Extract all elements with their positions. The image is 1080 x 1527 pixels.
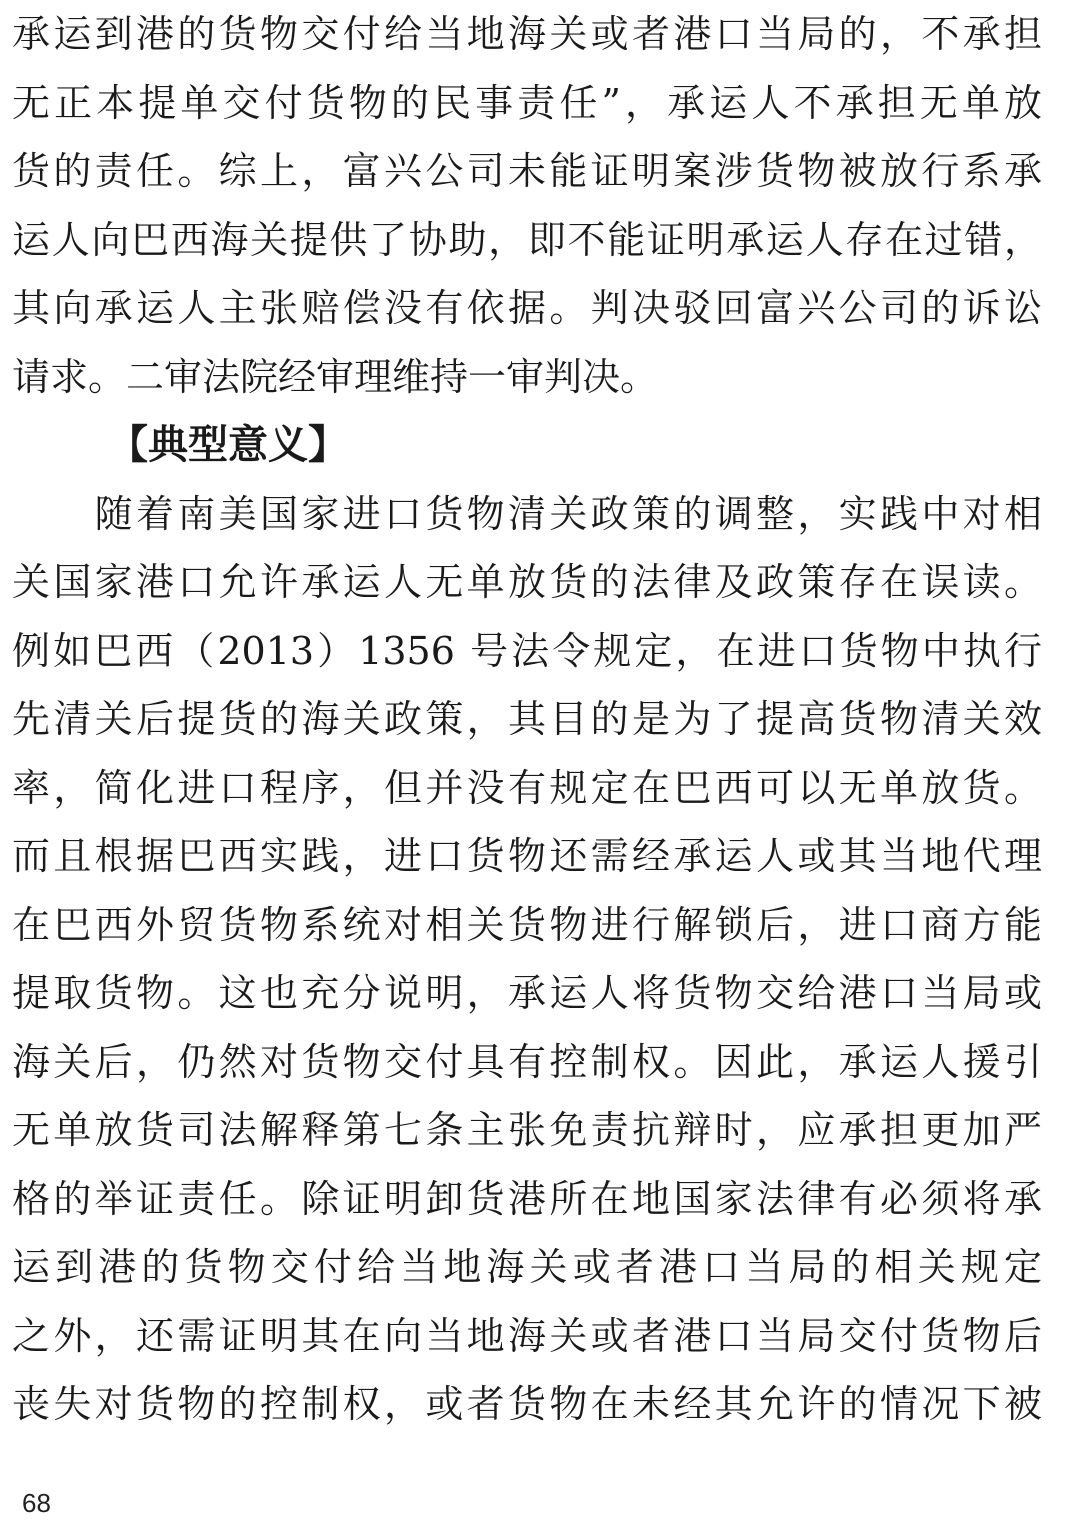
text-line: 率，简化进口程序，但并没有规定在巴西可以无单放货。 (12, 765, 1042, 810)
text-line: 而且根据巴西实践，进口货物还需经承运人或其当地代理 (12, 834, 1042, 878)
paragraph-1 (12, 0, 1042, 411)
text-line: 运人向巴西海关提供了协助，即不能证明承运人存在过错， (12, 217, 1042, 262)
text-line: 无单放货司法解释第七条主张免责抗辩时，应承担更加严 (12, 1108, 1042, 1152)
text-line: 随着南美国家进口货物清关政策的调整，实践中对相 (12, 491, 1042, 536)
text-line: 先清关后提货的海关政策，其目的是为了提高货物清关效 (12, 697, 1042, 741)
document-page (12, 0, 1042, 1439)
text-line: 货的责任。综上，富兴公司未能证明案涉货物被放行系承 (12, 149, 1042, 193)
text-line: 在巴西外贸货物系统对相关货物进行解锁后，进口商方能 (12, 902, 1042, 947)
text-line: 关国家港口允许承运人无单放货的法律及政策存在误读。 (12, 560, 1042, 604)
text-line: 请求。二审法院经审理维持一审判决。 (12, 354, 659, 399)
text-line: 提取货物。这也充分说明，承运人将货物交给港口当局或 (12, 971, 1042, 1015)
paragraph-2 (12, 480, 1042, 1439)
text-line: 承运到港的货物交付给当地海关或者港口当局的，不承担 (12, 12, 1042, 56)
text-line: 其向承运人主张赔偿没有依据。判决驳回富兴公司的诉讼 (12, 286, 1042, 330)
text-line: 海关后，仍然对货物交付具有控制权。因此，承运人援引 (12, 1039, 1042, 1084)
page-number: 68 (22, 1488, 51, 1518)
text-line: 丧失对货物的控制权，或者货物在未经其允许的情况下被 (12, 1382, 1042, 1426)
text-line: 无正本提单交付货物的民事责任”，承运人不承担无单放 (12, 80, 1042, 125)
text-line: 例如巴西（2013）1356 号法令规定，在进口货物中执行 (12, 628, 1042, 673)
text-line: 之外，还需证明其在向当地海关或者港口当局交付货物后 (12, 1313, 1042, 1358)
section-heading: 【典型意义】 (108, 421, 348, 468)
text-line: 运到港的货物交付给当地海关或者港口当局的相关规定 (12, 1245, 1042, 1289)
text-line: 格的举证责任。除证明卸货港所在地国家法律有必须将承 (12, 1176, 1042, 1221)
